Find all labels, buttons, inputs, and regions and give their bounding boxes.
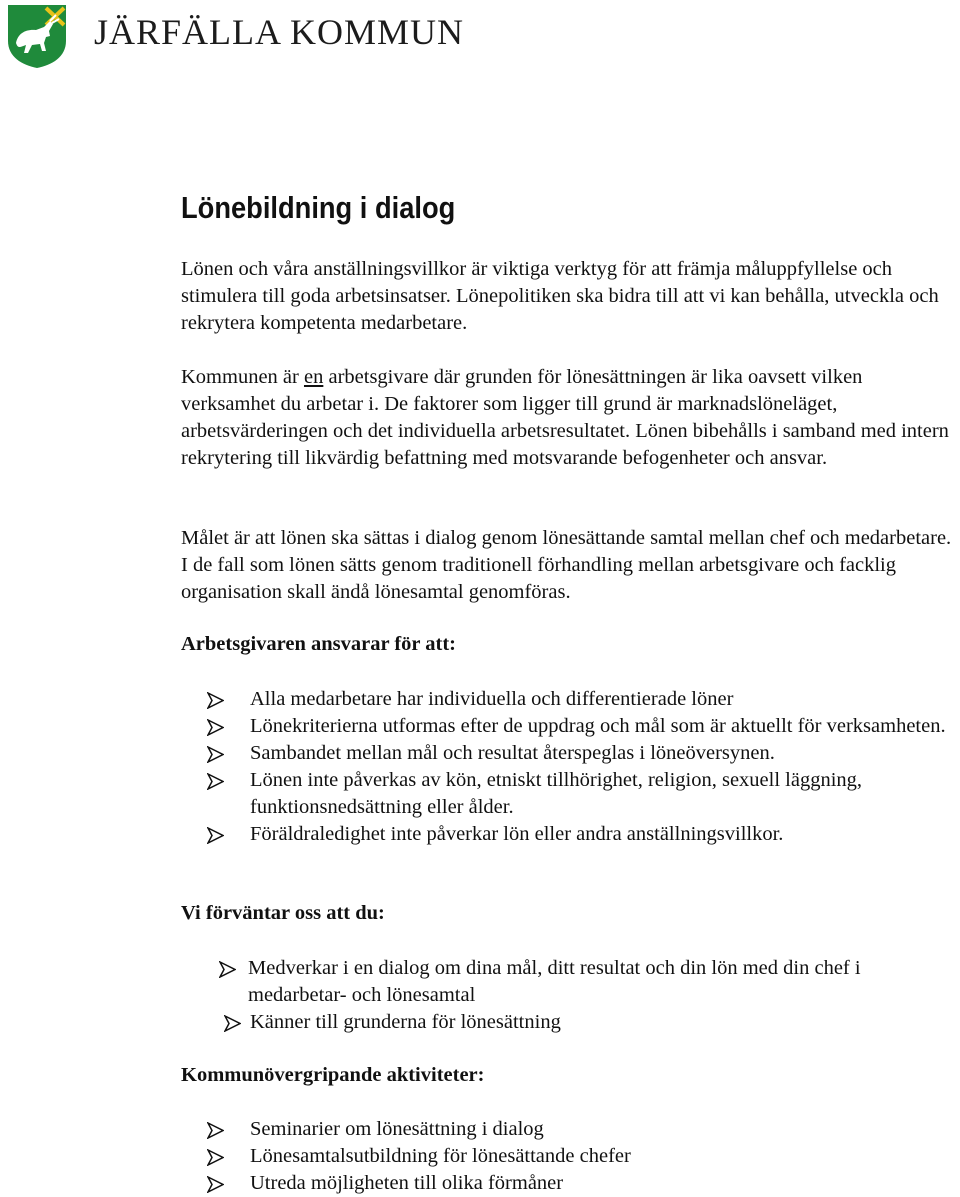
- list-item: [181, 686, 960, 713]
- list-item-text: Sambandet mellan mål och resultat återspeglas i löneöversynen.: [250, 742, 775, 764]
- employer-paragraph: [181, 364, 960, 472]
- list-item: [181, 767, 960, 821]
- expectations-list: [181, 955, 960, 1036]
- arrowhead-bullet-icon: [207, 714, 225, 736]
- expectations-heading: Vi förväntar oss att du:: [181, 902, 385, 924]
- list-item: [181, 1009, 960, 1036]
- intro-paragraph: Lönen och våra anställningsvillkor är viktiga verktyg för att främja måluppfyllelse och stimulera till goda arbetsinsatser. Lönepolitiken ska bidra till att vi kan behålla, utveckla och rekrytera kompetenta medarbetare.: [181, 258, 939, 334]
- employer-paragraph-start: Kommunen är: [181, 366, 304, 388]
- employer-paragraph-rest: arbetsgivare där grunden för lönesättningen är lika oavsett vilken verksamhet du arbetar i. De faktorer som ligger till grund är marknadslöneläget, arbetsvärderingen och det individuella arbetsresultatet. Lönen bibehålls i samband med intern rekrytering till likvärdig befattning med motsvarande befogenheter och ansvar.: [181, 366, 949, 469]
- employer-heading: Arbetsgivaren ansvarar för att:: [181, 633, 456, 655]
- list-item-text: Utreda möjligheten till olika förmåner: [250, 1172, 564, 1194]
- list-item-text: Lönen inte påverkas av kön, etniskt tillhörighet, religion, sexuell läggning, funktionsnedsättning eller ålder.: [250, 769, 863, 818]
- activities-heading: Kommunövergripande aktiviteter:: [181, 1064, 485, 1086]
- activities-list: [181, 1116, 960, 1197]
- arrowhead-bullet-icon: [207, 1117, 225, 1139]
- list-item: [181, 1170, 960, 1197]
- arrowhead-bullet-icon: [207, 741, 225, 763]
- list-item-text: Föräldraledighet inte påverkar lön eller andra anställningsvillkor.: [250, 823, 784, 845]
- list-item: [181, 740, 960, 767]
- arrowhead-bullet-icon: [219, 956, 237, 978]
- list-item: [181, 713, 960, 740]
- list-item: [181, 1143, 960, 1170]
- list-item-text: Lönekriterierna utformas efter de uppdrag och mål som är aktuellt för verksamheten.: [250, 715, 946, 737]
- goal-paragraph: Målet är att lönen ska sättas i dialog genom lönesättande samtal mellan chef och medarbetare. I de fall som lönen sätts genom traditionell förhandling mellan arbetsgivare och facklig organisation skall ändå lönesamtal genomföras.: [181, 527, 952, 603]
- arrowhead-bullet-icon: [207, 1144, 225, 1166]
- employer-paragraph-emphasis: en: [303, 366, 324, 388]
- list-item: [181, 955, 960, 1009]
- list-item-text: Medverkar i en dialog om dina mål, ditt resultat och din lön med din chef i medarbetar- och lönesamtal: [248, 957, 861, 1006]
- arrowhead-bullet-icon: [207, 1171, 225, 1193]
- employer-list: [181, 686, 960, 848]
- list-item-text: Seminarier om lönesättning i dialog: [250, 1118, 544, 1140]
- list-item: [181, 1116, 960, 1143]
- arrowhead-bullet-icon: [207, 768, 225, 790]
- list-item-text: Lönesamtalsutbildning för lönesättande chefer: [250, 1145, 631, 1167]
- page-title: Lönebildning i dialog: [181, 190, 456, 225]
- list-item-text: Alla medarbetare har individuella och differentierade löner: [250, 688, 734, 710]
- arrowhead-bullet-icon: [224, 1010, 242, 1032]
- organization-name: JÄRFÄLLA KOMMUN: [94, 12, 465, 52]
- page-header: [6, 3, 465, 69]
- list-item: [181, 821, 960, 848]
- municipality-crest-logo: [6, 3, 68, 69]
- arrowhead-bullet-icon: [207, 822, 225, 844]
- arrowhead-bullet-icon: [207, 687, 225, 709]
- list-item-text: Känner till grunderna för lönesättning: [250, 1011, 561, 1033]
